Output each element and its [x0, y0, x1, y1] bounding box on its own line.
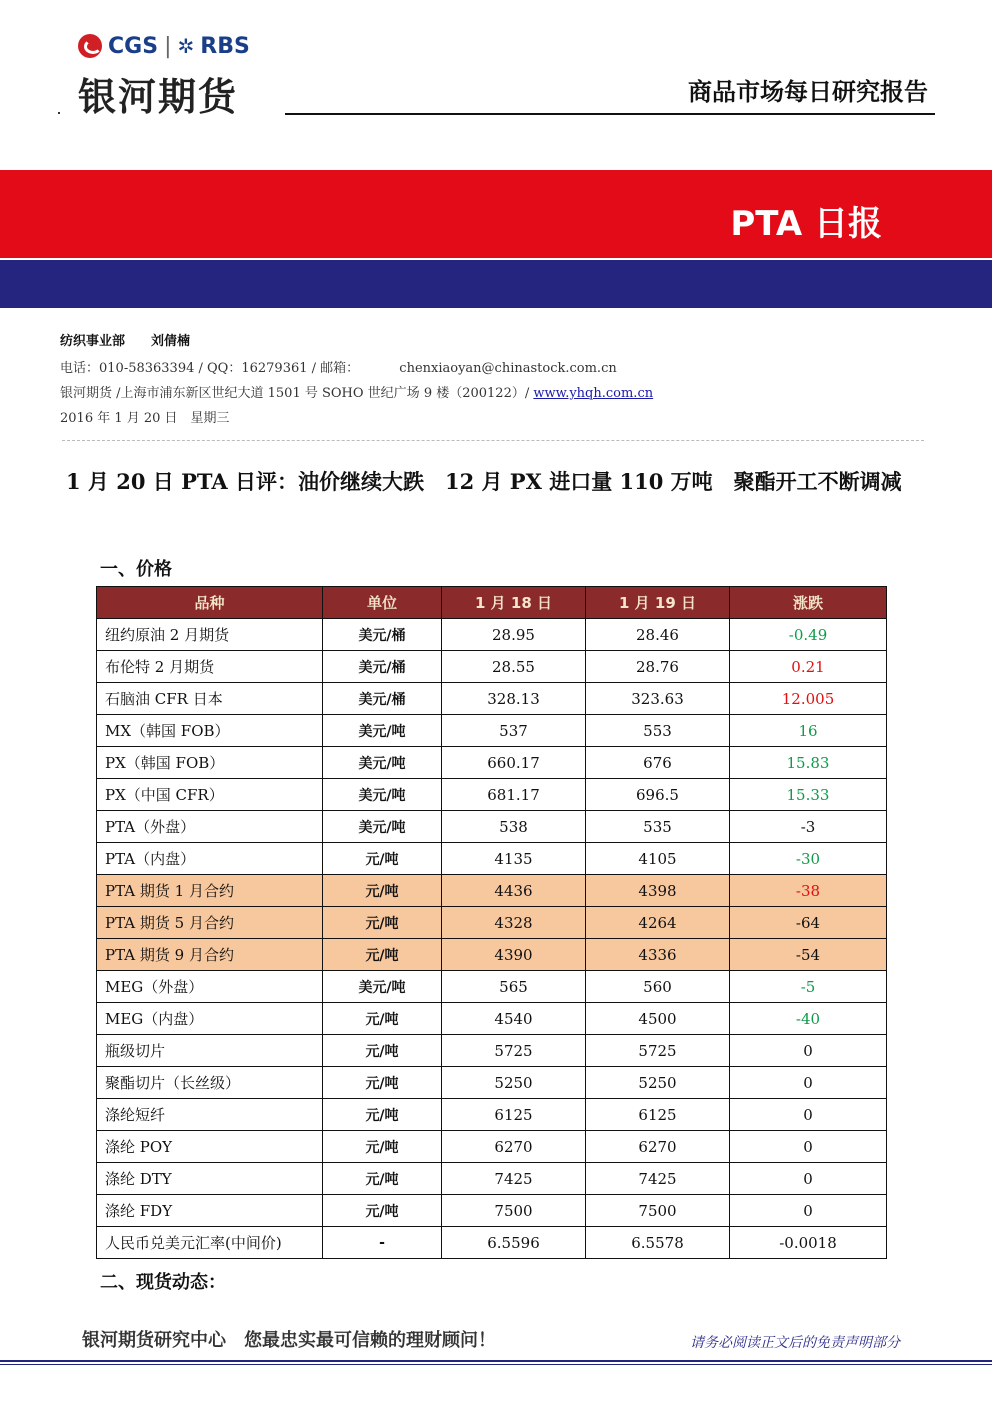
cell-unit: 美元/吨: [323, 971, 442, 1003]
cell-change: -64: [730, 907, 887, 939]
cell-date2: 4105: [586, 843, 730, 875]
cell-variety: MEG（外盘）: [97, 971, 323, 1003]
cell-change: 16: [730, 715, 887, 747]
cell-unit: 元/吨: [323, 1163, 442, 1195]
cell-change: -3: [730, 811, 887, 843]
table-row: [97, 1227, 887, 1259]
table-row: [97, 1099, 887, 1131]
cell-variety: 人民币兑美元汇率(中间价): [97, 1227, 323, 1259]
cell-date1: 5725: [442, 1035, 586, 1067]
dashed-divider: [62, 440, 924, 441]
cell-date2: 28.76: [586, 651, 730, 683]
cell-date2: 6.5578: [586, 1227, 730, 1259]
cell-variety: PX（中国 CFR）: [97, 779, 323, 811]
cell-date2: 7425: [586, 1163, 730, 1195]
cell-date1: 7500: [442, 1195, 586, 1227]
cell-change: -5: [730, 971, 887, 1003]
table-row: [97, 747, 887, 779]
email-address[interactable]: chenxiaoyan@chinastock.com.cn: [399, 361, 617, 376]
address-line: [60, 382, 653, 401]
col-header-change: 涨跌: [730, 587, 887, 619]
cell-variety: PTA（内盘）: [97, 843, 323, 875]
table-row: [97, 651, 887, 683]
cell-variety: 瓶级切片: [97, 1035, 323, 1067]
cell-unit: 元/吨: [323, 907, 442, 939]
table-row: [97, 1035, 887, 1067]
cell-change: -0.49: [730, 619, 887, 651]
cell-variety: 聚酯切片（长丝级）: [97, 1067, 323, 1099]
contact-line: [60, 357, 617, 376]
headline: 1 月 20 日 PTA 日评：油价继续大跌 12 月 PX 进口量 110 万吨 聚酯开工不断调减: [66, 469, 902, 494]
price-table: [96, 586, 887, 1259]
cell-unit: 元/吨: [323, 1035, 442, 1067]
col-header-date1: 1 月 18 日: [442, 587, 586, 619]
table-row: [97, 1195, 887, 1227]
cell-change: -30: [730, 843, 887, 875]
cell-variety: 涤纶短纤: [97, 1099, 323, 1131]
cell-date2: 28.46: [586, 619, 730, 651]
rbs-mark-icon: ✲: [177, 34, 195, 58]
cell-unit: 美元/吨: [323, 811, 442, 843]
cell-date1: 4540: [442, 1003, 586, 1035]
cell-variety: MEG（内盘）: [97, 1003, 323, 1035]
contact-text: 电话：010-58363394 / QQ：16279361 / 邮箱：: [60, 361, 360, 376]
cell-change: 0: [730, 1067, 887, 1099]
report-title: 商品市场每日研究报告: [688, 78, 928, 106]
cell-date1: 4390: [442, 939, 586, 971]
table-row: [97, 1003, 887, 1035]
cell-date1: 328.13: [442, 683, 586, 715]
table-row: [97, 1067, 887, 1099]
table-row: [97, 971, 887, 1003]
footer-slogan: 银河期货研究中心 您最忠实最可信赖的理财顾问！: [82, 1330, 496, 1351]
cell-date1: 5250: [442, 1067, 586, 1099]
cell-variety: 涤纶 POY: [97, 1131, 323, 1163]
cell-date1: 4436: [442, 875, 586, 907]
col-header-unit: 单位: [323, 587, 442, 619]
website-link[interactable]: www.yhqh.com.cn: [533, 386, 654, 401]
cell-unit: 元/吨: [323, 939, 442, 971]
table-row: [97, 843, 887, 875]
cell-date1: 681.17: [442, 779, 586, 811]
cell-change: 15.83: [730, 747, 887, 779]
cell-date1: 28.95: [442, 619, 586, 651]
cell-unit: 元/吨: [323, 1131, 442, 1163]
cell-change: 0: [730, 1099, 887, 1131]
cell-date2: 553: [586, 715, 730, 747]
cell-unit: 元/吨: [323, 875, 442, 907]
company-name: 银河期货: [78, 75, 239, 119]
cell-variety: 石脑油 CFR 日本: [97, 683, 323, 715]
table-row: [97, 811, 887, 843]
cell-change: 0.21: [730, 651, 887, 683]
margin-dot: [58, 112, 60, 114]
cell-unit: 元/吨: [323, 1099, 442, 1131]
cell-change: -38: [730, 875, 887, 907]
cell-date2: 323.63: [586, 683, 730, 715]
cell-date1: 6.5596: [442, 1227, 586, 1259]
table-row: [97, 907, 887, 939]
cell-unit: 元/吨: [323, 843, 442, 875]
cell-date2: 4398: [586, 875, 730, 907]
cell-date1: 538: [442, 811, 586, 843]
address-text: 银河期货 /上海市浦东新区世纪大道 1501 号 SOHO 世纪广场 9 楼（200122）/: [60, 386, 534, 401]
cell-unit: -: [323, 1227, 442, 1259]
cell-change: 0: [730, 1035, 887, 1067]
cell-change: -0.0018: [730, 1227, 887, 1259]
cell-unit: 美元/吨: [323, 747, 442, 779]
cell-change: -54: [730, 939, 887, 971]
cell-unit: 元/吨: [323, 1003, 442, 1035]
table-row: [97, 1131, 887, 1163]
cell-change: -40: [730, 1003, 887, 1035]
footer-disclaimer: 请务必阅读正文后的免责声明部分: [690, 1335, 900, 1351]
table-row: [97, 619, 887, 651]
cell-unit: 美元/桶: [323, 619, 442, 651]
cell-unit: 元/吨: [323, 1067, 442, 1099]
cell-unit: 美元/吨: [323, 715, 442, 747]
logo-cgs-text: CGS: [108, 33, 159, 59]
footer-rule: [0, 1360, 992, 1362]
cell-date1: 4135: [442, 843, 586, 875]
cell-date1: 6125: [442, 1099, 586, 1131]
cell-variety: 布伦特 2 月期货: [97, 651, 323, 683]
cell-unit: 美元/吨: [323, 779, 442, 811]
cell-change: 0: [730, 1195, 887, 1227]
cell-change: 0: [730, 1131, 887, 1163]
cell-date1: 660.17: [442, 747, 586, 779]
cell-variety: PTA（外盘）: [97, 811, 323, 843]
cell-variety: 涤纶 DTY: [97, 1163, 323, 1195]
cell-date1: 4328: [442, 907, 586, 939]
cell-date2: 535: [586, 811, 730, 843]
cell-variety: 纽约原油 2 月期货: [97, 619, 323, 651]
table-row: [97, 875, 887, 907]
banner-title: PTA 日报: [730, 204, 882, 244]
author-line: 纺织事业部 刘倩楠: [60, 334, 191, 349]
table-row: [97, 779, 887, 811]
cell-date1: 7425: [442, 1163, 586, 1195]
footer-rule-thin: [0, 1364, 992, 1365]
table-row: [97, 683, 887, 715]
brand-logo: [78, 30, 250, 62]
cell-date2: 4264: [586, 907, 730, 939]
cell-date2: 6125: [586, 1099, 730, 1131]
cell-variety: PTA 期货 9 月合约: [97, 939, 323, 971]
title-banner-blue: [0, 260, 992, 308]
cell-date1: 6270: [442, 1131, 586, 1163]
cell-date1: 28.55: [442, 651, 586, 683]
section-price-heading: 一、价格: [100, 559, 172, 580]
price-table-body: [97, 619, 887, 1259]
cell-date2: 560: [586, 971, 730, 1003]
cell-date2: 6270: [586, 1131, 730, 1163]
report-date: 2016 年 1 月 20 日 星期三: [60, 411, 230, 426]
cell-unit: 美元/桶: [323, 683, 442, 715]
cell-variety: PTA 期货 5 月合约: [97, 907, 323, 939]
cell-date2: 696.5: [586, 779, 730, 811]
logo-separator: |: [164, 33, 172, 59]
cell-change: 0: [730, 1163, 887, 1195]
col-header-date2: 1 月 19 日: [586, 587, 730, 619]
table-row: [97, 715, 887, 747]
logo-rbs-text: RBS: [200, 33, 250, 59]
cell-variety: 涤纶 FDY: [97, 1195, 323, 1227]
table-header-row: [97, 587, 887, 619]
cell-variety: PX（韩国 FOB）: [97, 747, 323, 779]
table-row: [97, 1163, 887, 1195]
cell-date2: 4500: [586, 1003, 730, 1035]
header-divider: [285, 113, 935, 115]
cell-date2: 5250: [586, 1067, 730, 1099]
col-header-variety: 品种: [97, 587, 323, 619]
cell-date2: 7500: [586, 1195, 730, 1227]
table-row: [97, 939, 887, 971]
cgs-swirl-icon: [78, 34, 102, 58]
section-spot-heading: 二、现货动态：: [100, 1272, 226, 1293]
cell-unit: 元/吨: [323, 1195, 442, 1227]
cell-date1: 565: [442, 971, 586, 1003]
cell-date2: 676: [586, 747, 730, 779]
cell-date1: 537: [442, 715, 586, 747]
cell-date2: 5725: [586, 1035, 730, 1067]
cell-change: 12.005: [730, 683, 887, 715]
cell-unit: 美元/桶: [323, 651, 442, 683]
cell-date2: 4336: [586, 939, 730, 971]
cell-change: 15.33: [730, 779, 887, 811]
cell-variety: PTA 期货 1 月合约: [97, 875, 323, 907]
cell-variety: MX（韩国 FOB）: [97, 715, 323, 747]
